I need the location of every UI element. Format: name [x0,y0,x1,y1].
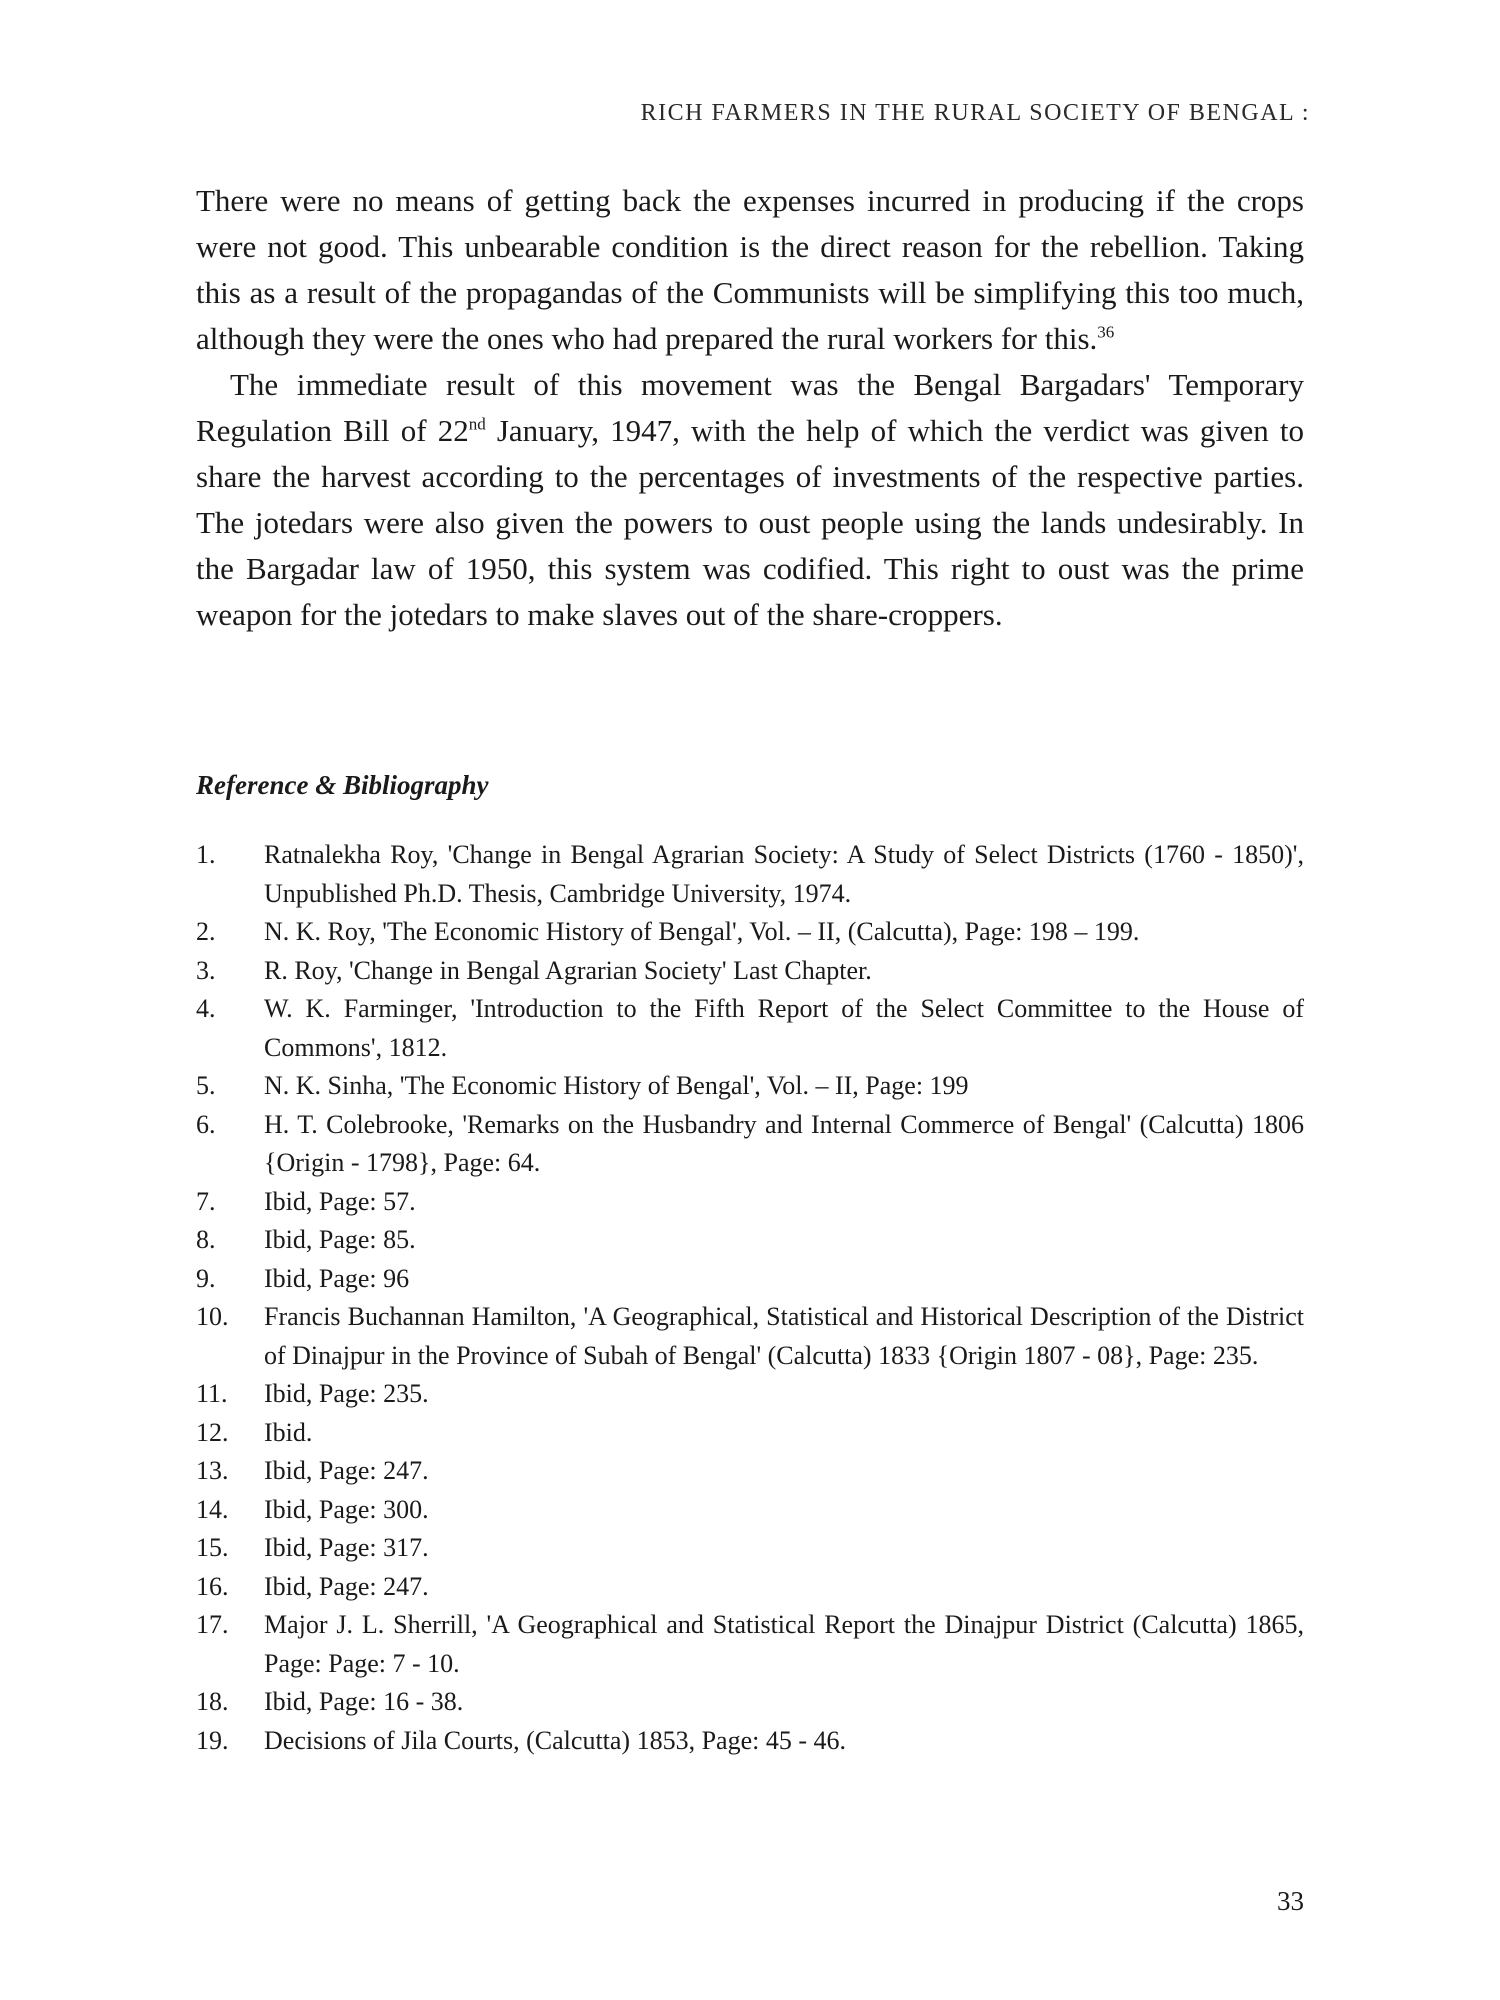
reference-number: 19. [196,1725,229,1755]
reference-text: Francis Buchannan Hamilton, 'A Geographical, Statistical and Historical Description of the District of Dinajpur in the Province of Subah of Bengal' (Calcutta) 1833 {Origin 1807 - 08}, Page: 235. [264,1302,1304,1370]
reference-number: 4. [196,994,216,1023]
references-heading: Reference & Bibliography [196,770,489,800]
reference-text: Ibid, Page: 85. [264,1225,416,1254]
reference-text: Ibid, Page: 247. [264,1456,429,1485]
reference-item [196,1298,1304,1375]
reference-text: Ibid, Page: 16 - 38. [264,1687,464,1716]
reference-number: 7. [196,1186,216,1216]
reference-number: 1. [196,840,216,869]
reference-item [196,1452,1304,1491]
reference-text: H. T. Colebrooke, 'Remarks on the Husbandry and Internal Commerce of Bengal' (Calcutta) 1806 {Origin - 1798}, Page: 64. [264,1109,1304,1177]
body-text [196,178,1304,638]
reference-number: 18. [196,1687,229,1716]
reference-number: 6. [196,1109,216,1139]
reference-text: Ratnalekha Roy, 'Change in Bengal Agrarian Society: A Study of Select Districts (1760 - 1850)', Unpublished Ph.D. Thesis, Cambridge University, 1974. [264,840,1304,908]
reference-number: 2. [196,917,216,946]
ordinal-suffix: nd [468,414,486,434]
references-list [196,836,1304,1760]
reference-item [196,1568,1304,1607]
reference-number: 11. [196,1379,228,1408]
reference-text: Major J. L. Sherrill, 'A Geographical and Statistical Report the Dinajpur District (Calcutta) 1865, Page: Page: 7 - 10. [264,1610,1304,1678]
reference-text: Ibid, Page: 247. [264,1571,429,1601]
reference-item [196,836,1304,913]
paragraph-2 [196,362,1304,638]
reference-text: R. Roy, 'Change in Bengal Agrarian Society' Last Chapter. [264,955,872,985]
reference-item [196,1414,1304,1453]
reference-item [196,1260,1304,1299]
paragraph-1-text: There were no means of getting back the expenses incurred in producing if the crops were not good. This unbearable condition is the direct reason for the rebellion. Taking this as a result of the propagandas of the Communists will be simplifying this too much, although they were the ones who had prepared the rural workers for this. [196,183,1304,356]
paragraph-2-text-before: The immediate result of this movement was the Bengal Bargadars' Temporary Regulation Bill of 22 [196,367,1304,448]
reference-number: 5. [196,1071,216,1100]
reference-item [196,952,1304,991]
reference-number: 3. [196,955,216,985]
reference-item [196,1722,1304,1761]
running-header: RICH FARMERS IN THE RURAL SOCIETY OF BENGAL : [640,100,1310,126]
paragraph-1 [196,178,1304,362]
reference-text: W. K. Farminger, 'Introduction to the Fifth Report of the Select Committee to the House of Commons', 1812. [264,994,1304,1062]
reference-number: 14. [196,1494,229,1524]
reference-text: Ibid, Page: 300. [264,1494,429,1524]
reference-number: 8. [196,1225,216,1254]
reference-number: 17. [196,1610,229,1639]
reference-item [196,1606,1304,1683]
reference-item [196,1106,1304,1183]
reference-item [196,1067,1304,1106]
reference-text: Ibid, Page: 235. [264,1379,429,1408]
reference-number: 9. [196,1263,216,1293]
reference-text: Ibid, Page: 317. [264,1533,429,1562]
reference-item [196,1491,1304,1530]
reference-number: 13. [196,1456,229,1485]
footnote-marker: 36 [1097,322,1115,342]
reference-item [196,1683,1304,1722]
reference-item [196,1375,1304,1414]
reference-text: Ibid, Page: 96 [264,1263,410,1293]
reference-number: 10. [196,1302,229,1331]
reference-text: Ibid. [264,1417,313,1447]
reference-number: 16. [196,1571,229,1601]
reference-text: Ibid, Page: 57. [264,1186,416,1216]
reference-item [196,913,1304,952]
reference-item [196,1183,1304,1222]
reference-text: N. K. Sinha, 'The Economic History of Bengal', Vol. – II, Page: 199 [264,1071,969,1100]
reference-item [196,1221,1304,1260]
page-number: 33 [1277,1886,1304,1916]
reference-text: N. K. Roy, 'The Economic History of Bengal', Vol. – II, (Calcutta), Page: 198 – 199. [264,917,1140,946]
reference-number: 15. [196,1533,229,1562]
reference-text: Decisions of Jila Courts, (Calcutta) 1853, Page: 45 - 46. [264,1725,847,1755]
reference-item [196,990,1304,1067]
reference-number: 12. [196,1417,229,1447]
paragraph-2-text-after: January, 1947, with the help of which the verdict was given to share the harvest according to the percentages of investments of the respective parties. The jotedars were also given the powers to oust people using the lands undesirably. In the Bargadar law of 1950, this system was codified. This right to oust was the prime weapon for the jotedars to make slaves out of the share-croppers. [196,413,1305,632]
reference-item [196,1529,1304,1568]
